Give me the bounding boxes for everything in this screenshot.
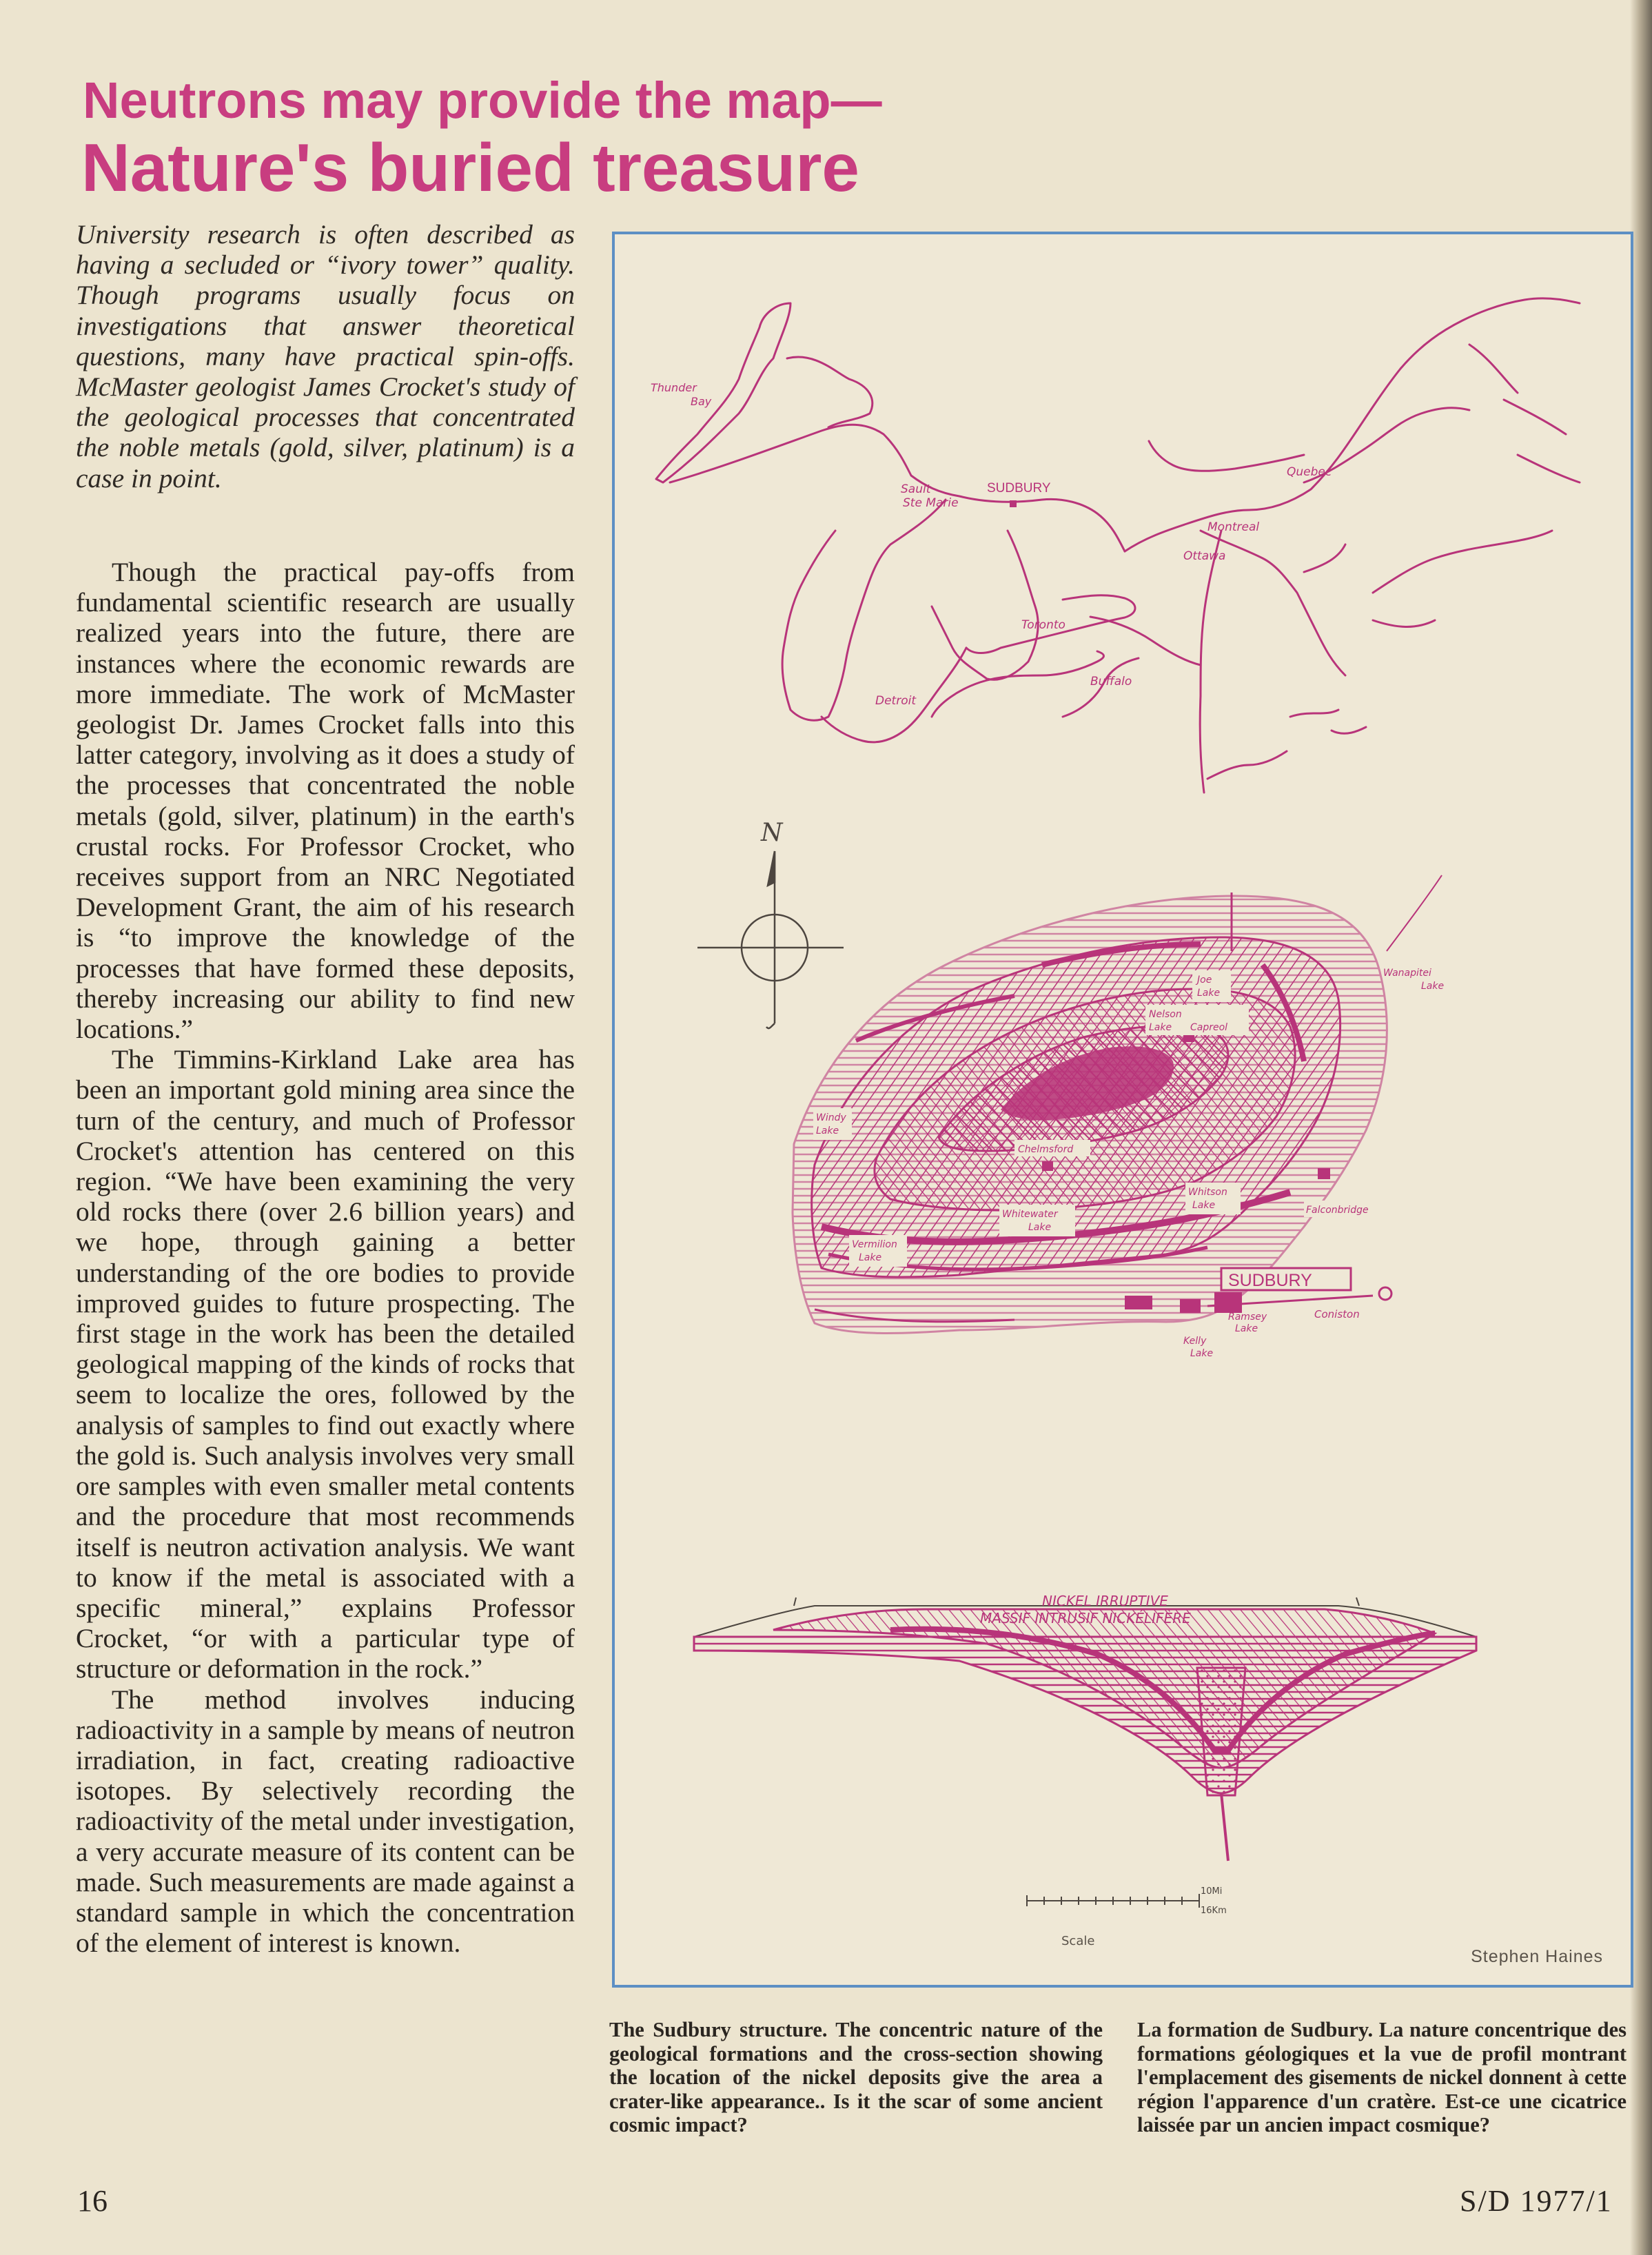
scale-label: Scale [1061, 1934, 1095, 1948]
article-body [76, 557, 575, 1958]
label-chelmsford: Chelmsford [1018, 1144, 1074, 1155]
body-paragraph: The Timmins-Kirkland Lake area has been an important gold mining area since the turn of the century, and much of Professor Crocket's attention has centered on this region. “We have been examining the very old rocks there (over 2.6 billion years) and we hope, through gaining a better understanding of the ore bodies to provide improved guides to future prospecting. The first stage in the work has been the detailed geological mapping of the kinds of rocks that seem to localize the ores, followed by the analysis of samples to find out exactly where the gold is. Such analysis involves very small ore samples with even smaller metal contents and the procedure that most recommends itself is neutron activation analysis. We want to know if the metal is associated with a specific mineral,” explains Professor Crocket, “or with a particular type of structure or deformation in the rock.” [76, 1044, 575, 1684]
label-nelson-lake-1: Nelson [1149, 1009, 1182, 1020]
label-joe-lake-2: Lake [1197, 988, 1221, 999]
cross-section [694, 1598, 1476, 1861]
page-number: 16 [77, 2184, 108, 2218]
illustration-credit: Stephen Haines [1471, 1947, 1603, 1966]
label-whitson-1: Whitson [1188, 1187, 1227, 1198]
label-thunder-bay-1: Thunder [651, 381, 697, 394]
figure-frame [612, 232, 1633, 1988]
label-whitewater-2: Lake [1028, 1222, 1052, 1233]
scale-bar [1027, 1894, 1199, 1908]
label-vermilion-2: Lake [859, 1252, 882, 1263]
label-joe-lake-1: Joe [1197, 975, 1212, 986]
label-ottawa: Ottawa [1183, 549, 1226, 563]
label-windy-lake-1: Windy [816, 1112, 846, 1123]
label-sault-2: Ste Marie [903, 496, 959, 510]
label-buffalo: Buffalo [1090, 675, 1132, 688]
article-intro: University research is often described as having a secluded or “ivory tower” quality. Though programs usually focus on investigations that answer theoretical questions, many have practical spin-offs. McMaster geologist James Crocket's study of the geological processes that concentrated the noble metals (gold, silver, platinum) is a case in point. [76, 219, 575, 493]
label-thunder-bay-2: Bay [691, 395, 712, 408]
issue-label: S/D 1977/1 [1460, 2184, 1613, 2218]
caption-french: La formation de Sudbury. La nature concentrique des formations géologiques et la vue de profil montrant l'emplacement des gisements de nickel donnent à cette région l'apparence d'un cratère. Est-ce une cicatrice laissée par un ancien impact cosmique? [1137, 2018, 1626, 2136]
label-kelly-2: Lake [1190, 1348, 1214, 1359]
label-sault-1: Sault [901, 482, 931, 496]
caption-english: The Sudbury structure. The concentric nature of the geological formations and the cross-section showing the location of the nickel deposits give the area a crater-like appearance.. Is it the scar of some ancient cosmic impact? [609, 2018, 1103, 2136]
label-kelly-1: Kelly [1183, 1336, 1207, 1347]
label-sudbury-regional: SUDBURY [987, 481, 1051, 496]
label-toronto: Toronto [1021, 618, 1065, 632]
north-arrow [697, 851, 844, 1028]
body-paragraph: The method involves inducing radioactivity in a sample by means of neutron irradiation, in fact, creating radioactive isotopes. By selectively recording the radioactivity of the metal under investigation, a very accurate measure of its content can be made. Such measurements are made against a standard sample in which the concentration of the element of interest is known. [76, 1684, 575, 1959]
article-title-line-2: Nature's buried treasure [81, 130, 859, 205]
label-detroit: Detroit [875, 694, 916, 708]
label-whitewater-1: Whitewater [1002, 1209, 1058, 1220]
label-ramsey-2: Lake [1235, 1323, 1258, 1334]
sudbury-map-illustration [615, 234, 1631, 1985]
article-title-line-1: Neutrons may provide the map— [83, 72, 882, 129]
north-label: N [761, 819, 783, 847]
label-nelson-lake-2: Lake [1149, 1022, 1172, 1033]
label-quebec: Quebec [1287, 465, 1332, 479]
cross-section-label-fr: MASSIF INTRUSIF NICKÉLIFÈRE [980, 1610, 1191, 1626]
label-capreol: Capreol [1190, 1022, 1228, 1033]
label-sudbury-geology: SUDBURY [1228, 1271, 1312, 1290]
sudbury-marker [1010, 500, 1017, 507]
label-falconbridge: Falconbridge [1306, 1205, 1369, 1216]
label-montreal: Montreal [1207, 520, 1260, 534]
scale-mi: 10Mi [1201, 1886, 1223, 1897]
label-windy-lake-2: Lake [816, 1125, 839, 1136]
label-vermilion-1: Vermilion [852, 1239, 897, 1250]
cross-section-label-en: NICKEL IRRUPTIVE [1042, 1593, 1168, 1609]
label-wanapitei-1: Wanapitei [1383, 968, 1431, 979]
label-whitson-2: Lake [1192, 1200, 1216, 1211]
label-ramsey-1: Ramsey [1228, 1312, 1267, 1323]
body-paragraph: Though the practical pay-offs from fundamental scientific research are usually realized years into the future, there are instances where the economic rewards are more immediate. The work of McMaster geologist Dr. James Crocket falls into this latter category, involving as it does a study of the processes that concentrated the noble metals (gold, silver, platinum) in the earth's crustal rocks. For Professor Crocket, who receives support from an NRC Negotiated Development Grant, the aim of his research is “to improve the knowledge of the processes that have formed these deposits, thereby increasing our ability to find new locations.” [76, 557, 575, 1045]
label-coniston: Coniston [1314, 1308, 1360, 1320]
regional-map [656, 298, 1580, 793]
label-wanapitei-2: Lake [1421, 981, 1445, 992]
scale-km: 16Km [1201, 1906, 1227, 1916]
